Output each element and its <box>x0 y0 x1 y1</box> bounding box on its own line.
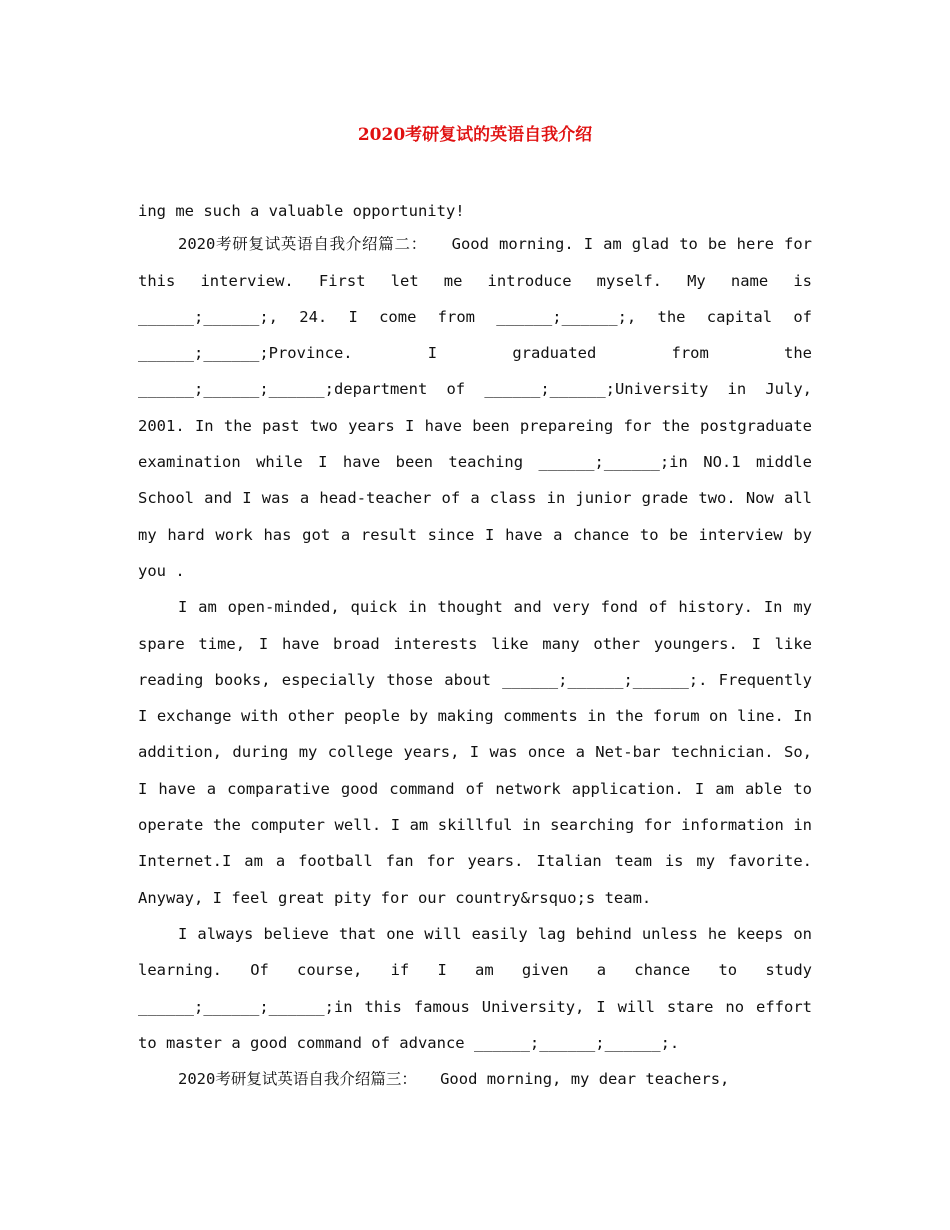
paragraph-personality: I am open-minded, quick in thought and very fond of history. In my spare time, I have broad interests like many other youngers. I like reading books, especially those about ______;______;______;. Frequently I exchange with other people by making comments in the forum on line. In addition, during my college years, I was once a Net-bar technician. So, I have a comparative good command of network application. I am able to operate the computer well. I am skillful in searching for information in Internet.I am a football fan for years. Italian team is my favorite. Anyway, I feel great pity for our country&rsquo;s team. <box>138 598 812 907</box>
paragraph-learning: I always believe that one will easily lag behind unless he keeps on learning. Of course, if I am given a chance to study ______;______;______;in this famous University, I will stare no effort to master a good command of advance ______;______;______;. <box>138 924 812 1052</box>
paragraph-intro-three: 2020考研复试英语自我介绍篇三： Good morning, my dear teachers, <box>178 1070 730 1089</box>
paragraph-intro-two: 2020考研复试英语自我介绍篇二： Good morning. I am glad to be here for this interview. First let me introduce myself. My name is ______;______;, 24. I come from ______;______;, the capital of ______;______;Province. I graduated from the ______;______;______;department of ______;______;University in July, 2001. In the past two years I have been prepareing for the postgraduate examination while I have been teaching ______;______;in NO.1 middle School and I was a head-teacher of a class in junior grade two. Now all my hard work has got a result since I have a chance to be interview by you . <box>138 235 812 580</box>
paragraph-continuation: ing me such a valuable opportunity! <box>138 202 465 220</box>
document-title: 2020考研复试的英语自我介绍 <box>357 125 593 145</box>
document-body <box>138 193 812 1097</box>
